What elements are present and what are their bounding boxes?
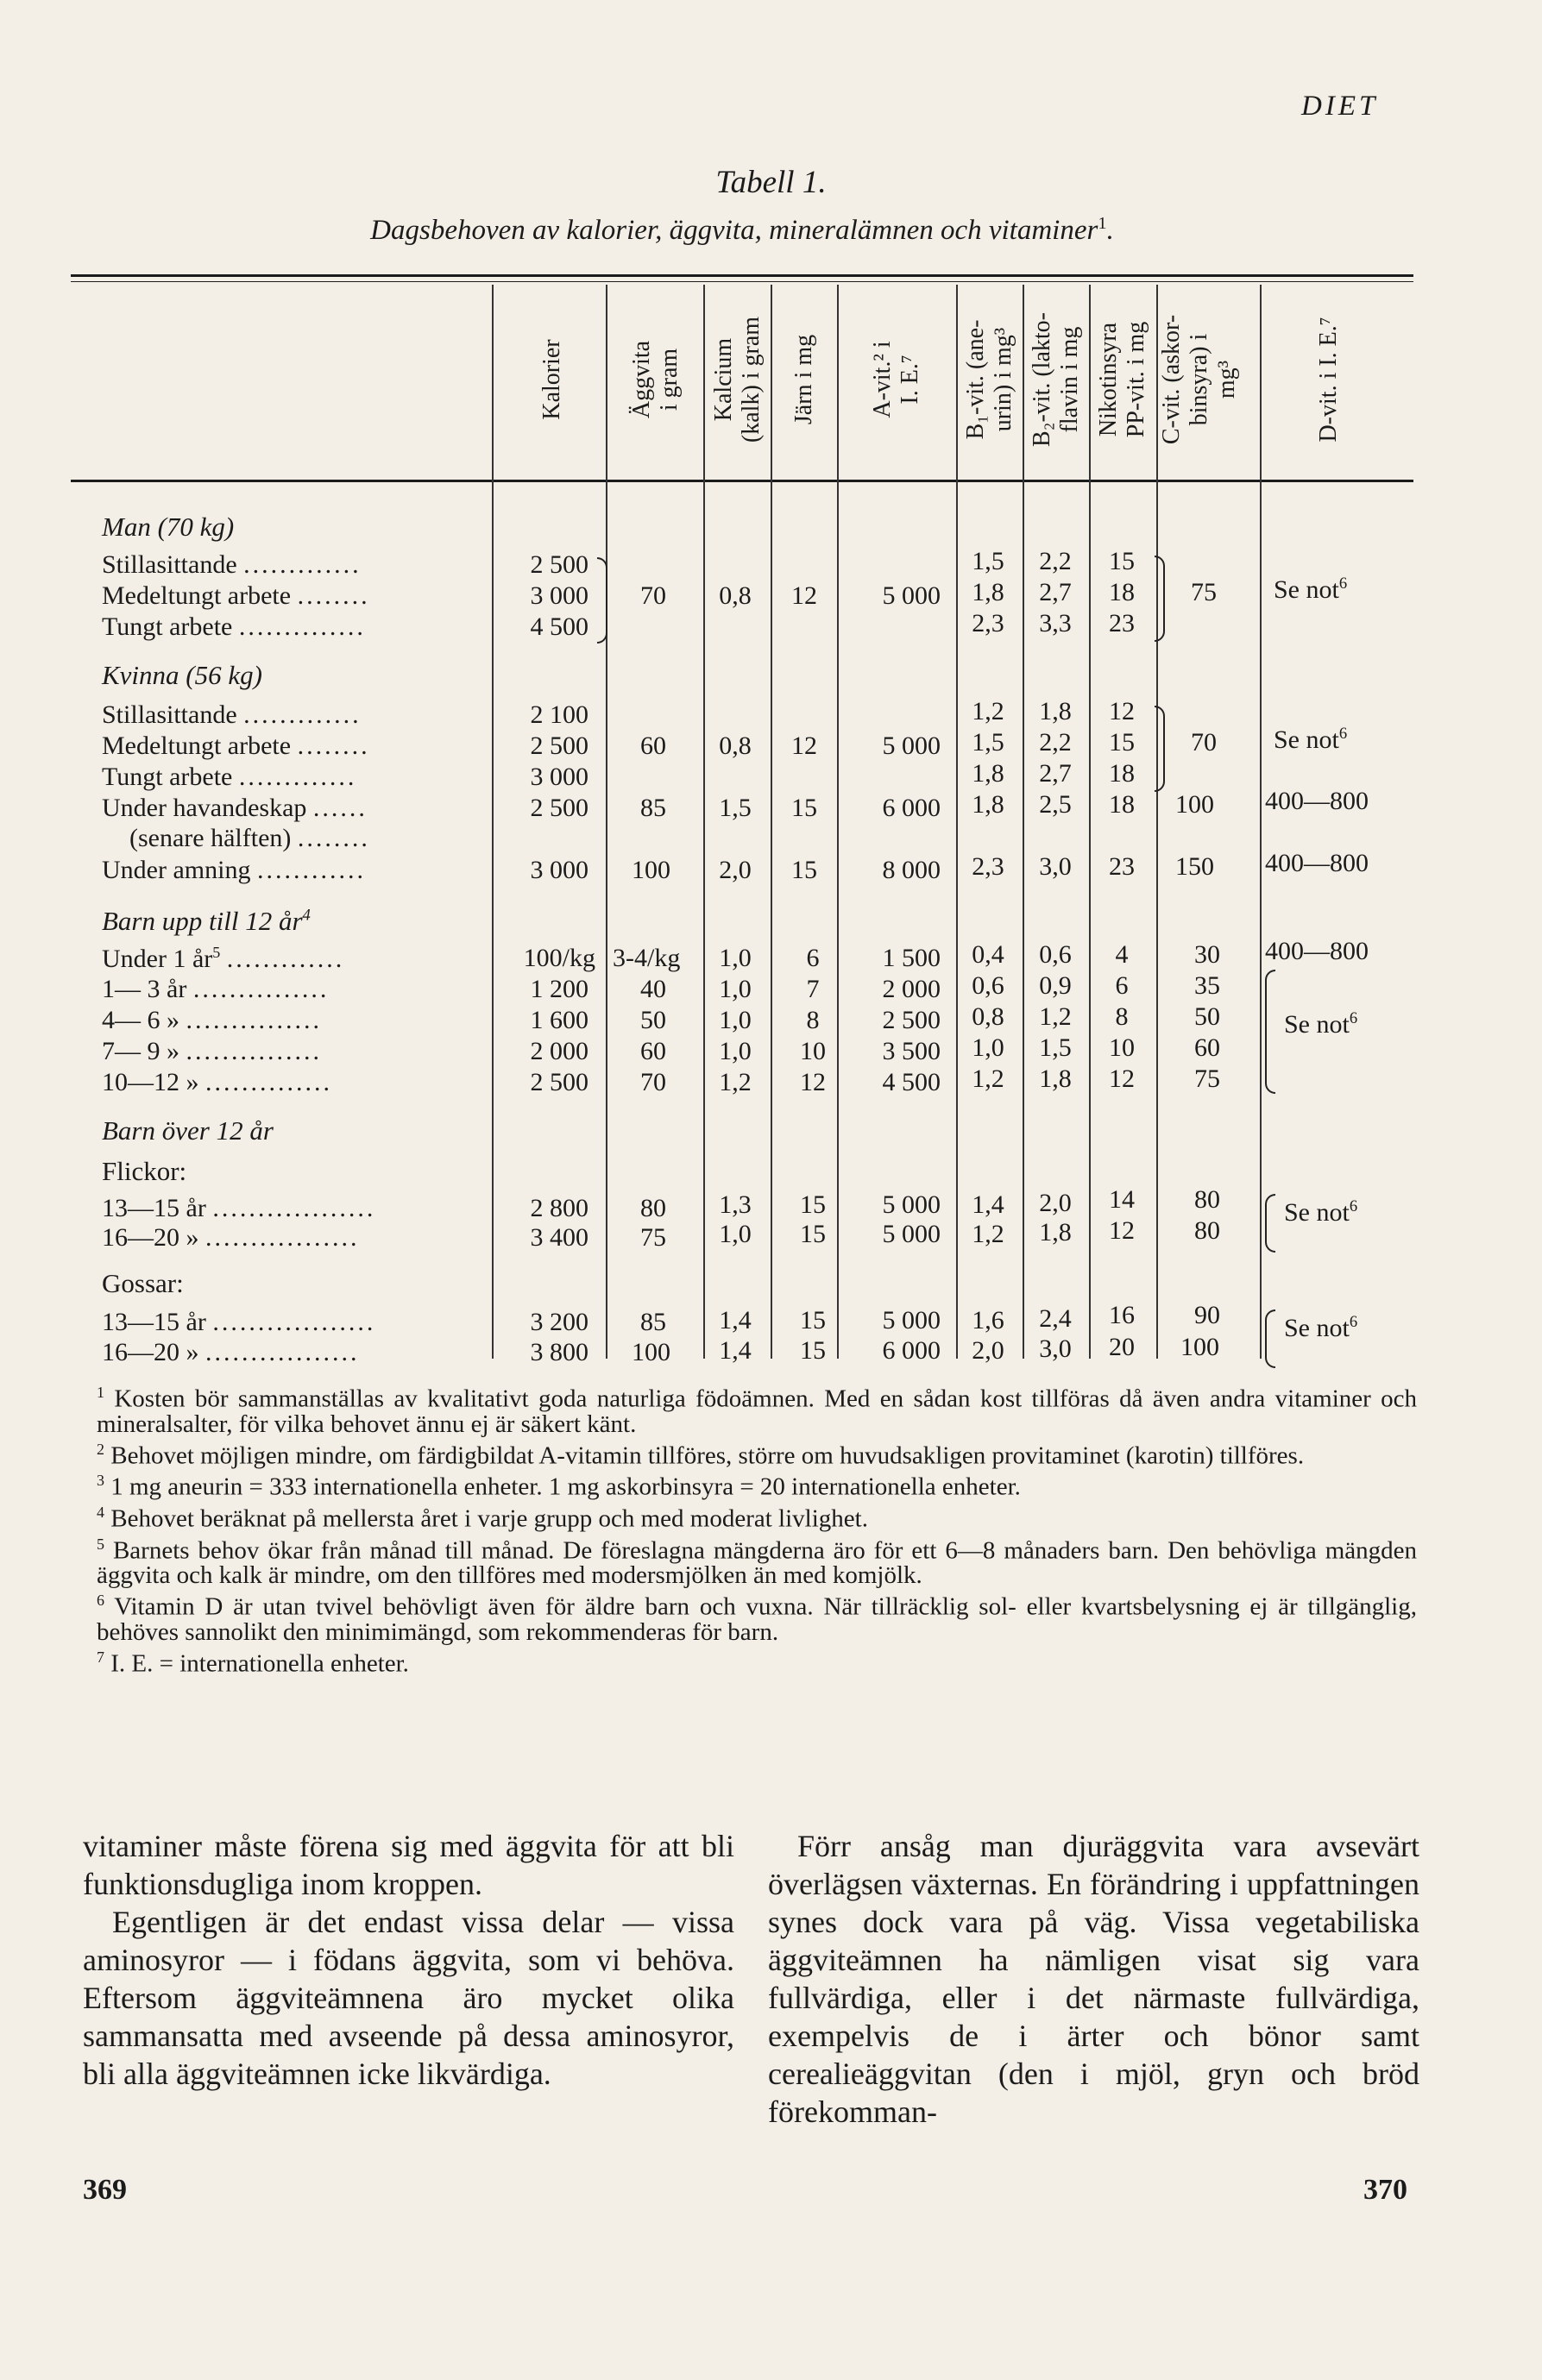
row-label (102, 763, 356, 792)
cell-avit: 6 000 (882, 794, 941, 822)
row-label (102, 944, 344, 974)
cell-jarn: 6 (806, 944, 820, 972)
cell-b1: 2,0 (972, 1336, 1004, 1365)
row-label-text: Tungt arbete (102, 612, 233, 641)
group-man: Man (70 kg) (102, 512, 235, 542)
row-label (102, 1006, 322, 1035)
row-label-text: Tungt arbete (102, 763, 233, 791)
cell-agg: 60 (640, 1037, 666, 1065)
cell-cvit: 100 (1175, 790, 1214, 819)
cell-b2: 2,2 (1039, 547, 1072, 575)
cell-nik: 20 (1109, 1333, 1135, 1361)
caption-footnote-ref: 1 (1098, 214, 1107, 233)
cell-jarn: 15 (800, 1220, 826, 1248)
table-caption (259, 214, 1225, 247)
cell-b2: 2,2 (1039, 728, 1072, 757)
leader-dots: ...... (312, 794, 368, 822)
footnote (97, 1437, 1417, 1469)
cell-nik: 10 (1109, 1033, 1135, 1062)
cell-b2: 2,7 (1039, 759, 1072, 788)
brace (1265, 1194, 1275, 1253)
cell-nik: 12 (1109, 1216, 1135, 1245)
dvit-note-ref: 6 (1349, 1197, 1358, 1215)
col-line (1089, 285, 1091, 1359)
leader-dots: ............. (238, 763, 357, 791)
footnote (97, 1468, 1417, 1500)
cell-cvit: 30 (1194, 940, 1220, 969)
cell-kal: 2 500 (530, 732, 588, 760)
cell-b2: 2,0 (1039, 1189, 1072, 1217)
group-kvinna: Kvinna (56 kg) (102, 660, 262, 690)
cell-kalc: 0,8 (719, 732, 752, 760)
col-line (1156, 285, 1158, 1359)
cell-jarn: 12 (791, 732, 817, 760)
leader-dots: .............. (205, 1068, 332, 1096)
cell-cvit: 100 (1180, 1333, 1219, 1361)
row-label-text: Stillasittande (102, 550, 237, 579)
cell-b2: 1,8 (1039, 697, 1072, 725)
cell-avit: 5 000 (882, 1220, 941, 1248)
brace (597, 557, 607, 644)
row-label (102, 794, 368, 823)
cell-kalc: 1,5 (719, 794, 752, 822)
cell-cvit: 70 (1191, 728, 1217, 757)
cell-b1: 1,2 (972, 697, 1004, 725)
cell-nik: 12 (1109, 1064, 1135, 1093)
header-d-vit: D-vit. i I. E.⁷ (1315, 317, 1342, 443)
cell-jarn: 12 (800, 1068, 826, 1096)
footnote (97, 1588, 1417, 1645)
cell-avit: 6 000 (882, 1336, 941, 1365)
cell-agg: 85 (640, 794, 666, 822)
footnote-number: 4 (97, 1503, 104, 1521)
row-label (129, 824, 370, 853)
row-label-text: Medeltungt arbete (102, 581, 292, 610)
body-column-right (768, 1827, 1419, 2131)
leader-dots: .............. (238, 612, 366, 641)
cell-dvit (1274, 725, 1347, 755)
footnote-number: 7 (97, 1648, 104, 1666)
leader-dots: ............... (192, 975, 330, 1003)
dvit-note-ref: 6 (1349, 1009, 1358, 1027)
row-label-text: 16—20 » (102, 1223, 199, 1252)
page-number-right: 370 (1363, 2174, 1407, 2206)
cell-kal: 2 100 (530, 700, 588, 729)
cell-agg: 3-4/kg (613, 944, 681, 972)
footnote-number: 6 (97, 1592, 104, 1610)
cell-kalc: 2,0 (719, 856, 752, 884)
cell-agg: 50 (640, 1006, 666, 1034)
header-nikotinsyra: Nikotinsyra PP-vit. i mg (1095, 321, 1149, 438)
cell-b1: 2,3 (972, 609, 1004, 637)
dvit-text: Se not (1284, 1314, 1350, 1342)
row-label (102, 975, 329, 1004)
cell-cvit: 75 (1191, 578, 1217, 606)
footnote-text: Vitamin D är utan tvivel behövligt även för äldre barn och vuxna. När tillräcklig sol- eller kvartsbelysning ej är tillgänglig, behöves sannolikt den minimimängd, som rekommenderas för barn. (97, 1592, 1417, 1646)
row-label (102, 1037, 322, 1066)
row-note-ref: 5 (212, 944, 221, 961)
row-label (102, 1068, 332, 1097)
cell-nik: 23 (1109, 852, 1135, 881)
cell-kalc: 1,0 (719, 1006, 752, 1034)
footnote-text: I. E. = internationella enheter. (110, 1649, 409, 1678)
cell-agg: 85 (640, 1308, 666, 1336)
header-c-vit: C-vit. (askor- binsyra) i mg³ (1158, 314, 1240, 445)
cell-dvit (1284, 1009, 1357, 1039)
cell-b2: 0,9 (1039, 971, 1072, 1000)
row-label-text: Medeltungt arbete (102, 732, 292, 760)
cell-b2: 3,3 (1039, 609, 1072, 637)
cell-dvit: 400—800 (1265, 937, 1369, 965)
cell-b1: 1,0 (972, 1033, 1004, 1062)
footnote-text: Kosten bör sammanställas av kvalitativt goda naturliga födoämnen. Med en sådan kost tillföras då även andra vitaminer och mineralsalter, för vilka behovet ännu ej är säkert känt. (97, 1385, 1418, 1438)
col-line (771, 285, 772, 1359)
cell-kal: 100/kg (523, 944, 595, 972)
header-jarn: Järn i mg (790, 334, 817, 425)
cell-jarn: 15 (800, 1336, 826, 1365)
cell-b1: 1,8 (972, 790, 1004, 819)
cell-agg: 70 (640, 581, 666, 610)
cell-b1: 1,5 (972, 547, 1004, 575)
cell-jarn: 10 (800, 1037, 826, 1065)
group-flickor: Flickor: (102, 1156, 187, 1186)
leader-dots: ............. (226, 945, 345, 973)
cell-dvit (1284, 1197, 1357, 1228)
cell-kal: 3 000 (530, 856, 588, 884)
leader-dots: ............. (243, 550, 362, 579)
cell-jarn: 15 (800, 1190, 826, 1219)
cell-b1: 1,4 (972, 1190, 1004, 1219)
cell-kalc: 1,3 (719, 1190, 752, 1219)
row-label-text: 10—12 » (102, 1068, 199, 1096)
cell-kalc: 1,0 (719, 1220, 752, 1248)
table-top-rule (71, 274, 1413, 277)
cell-b1: 2,3 (972, 852, 1004, 881)
row-label-text: 13—15 år (102, 1308, 206, 1336)
brace (1155, 556, 1165, 642)
table-top-rule-2 (71, 281, 1413, 282)
cell-kal: 2 500 (530, 1068, 588, 1096)
cell-kal: 2 500 (530, 550, 588, 579)
row-label-text: Stillasittande (102, 700, 237, 729)
header-b1-vit: B₁-vit. (ane- urin) i mg³ (962, 319, 1016, 440)
cell-b2: 1,5 (1039, 1033, 1072, 1062)
cell-avit: 5 000 (882, 732, 941, 760)
cell-kalc: 1,4 (719, 1306, 752, 1334)
cell-dvit: 400—800 (1265, 787, 1369, 815)
row-label (102, 1194, 375, 1223)
cell-nik: 16 (1109, 1301, 1135, 1329)
caption-text: Dagsbehoven av kalorier, äggvita, mineralämnen och vitaminer (370, 215, 1098, 246)
cell-jarn: 7 (806, 975, 820, 1003)
header-kalorier: Kalorier (538, 339, 565, 420)
cell-cvit: 50 (1194, 1002, 1220, 1031)
group-barn-text: Barn upp till 12 år (102, 906, 303, 936)
cell-b2: 3,0 (1039, 852, 1072, 881)
leader-dots: .................. (212, 1308, 376, 1336)
col-line (492, 285, 494, 1359)
leader-dots: ............... (186, 1006, 322, 1034)
row-label (102, 550, 362, 580)
col-line (1023, 285, 1024, 1359)
cell-b2: 3,0 (1039, 1334, 1072, 1363)
cell-nik: 18 (1109, 759, 1135, 788)
cell-jarn: 8 (806, 1006, 820, 1034)
dvit-text: Se not (1274, 725, 1339, 754)
cell-avit: 5 000 (882, 581, 941, 610)
cell-kalc: 0,8 (719, 581, 752, 610)
cell-kal: 2 000 (530, 1037, 588, 1065)
cell-agg: 100 (632, 1338, 670, 1366)
cell-nik: 18 (1109, 578, 1135, 606)
cell-kal: 2 500 (530, 794, 588, 822)
cell-kal: 1 600 (530, 1006, 588, 1034)
footnote-number: 2 (97, 1440, 104, 1458)
row-label-text: Under havandeskap (102, 794, 307, 822)
cell-b1: 1,2 (972, 1220, 1004, 1248)
row-label (102, 581, 370, 611)
cell-cvit: 35 (1194, 971, 1220, 1000)
leader-dots: ................. (205, 1223, 360, 1252)
cell-avit: 2 500 (882, 1006, 941, 1034)
cell-avit: 5 000 (882, 1190, 941, 1219)
cell-agg: 70 (640, 1068, 666, 1096)
leader-dots: ............ (256, 856, 366, 884)
cell-b2: 2,7 (1039, 578, 1072, 606)
cell-nik: 6 (1115, 971, 1129, 1000)
header-a-vit: A-vit.² i I. E.⁷ (869, 341, 923, 418)
cell-b2: 1,8 (1039, 1218, 1072, 1247)
footnote (97, 1532, 1417, 1589)
footnote (97, 1645, 1417, 1677)
row-label (102, 1223, 360, 1253)
cell-avit: 4 500 (882, 1068, 941, 1096)
body-column-left (83, 1827, 734, 2093)
cell-kal: 3 000 (530, 581, 588, 610)
cell-cvit: 60 (1194, 1033, 1220, 1062)
cell-agg: 40 (640, 975, 666, 1003)
cell-kalc: 1,4 (719, 1336, 752, 1365)
row-label-text: Under amning (102, 856, 251, 884)
brace (1265, 970, 1275, 1094)
footnote-text: Behovet beräknat på mellersta året i varje grupp och med moderat livlighet. (110, 1504, 868, 1533)
brace (1265, 1309, 1275, 1368)
group-barn (102, 906, 311, 937)
cell-b1: 0,6 (972, 971, 1004, 1000)
header-kalcium: Kalcium (kalk) i gram (710, 316, 765, 443)
page-number-left: 369 (83, 2174, 127, 2206)
row-label (102, 1338, 360, 1367)
row-label-text: 7— 9 » (102, 1037, 179, 1065)
cell-b1: 1,6 (972, 1306, 1004, 1334)
row-label-text: 13—15 år (102, 1194, 206, 1222)
cell-nik: 12 (1109, 697, 1135, 725)
cell-nik: 18 (1109, 790, 1135, 819)
dvit-text: Se not (1284, 1198, 1350, 1227)
cell-b1: 1,8 (972, 759, 1004, 788)
cell-jarn: 12 (791, 581, 817, 610)
cell-nik: 4 (1115, 940, 1129, 969)
row-label (102, 1308, 375, 1337)
row-label-text: 16—20 » (102, 1338, 199, 1366)
cell-avit: 8 000 (882, 856, 941, 884)
cell-dvit (1284, 1313, 1357, 1343)
footnote-number: 5 (97, 1535, 104, 1553)
row-label (102, 732, 370, 761)
footnote-text: Barnets behov ökar från månad till månad. De föreslagna mängderna äro för ett 6—8 månaders barn. Den behövliga mängden äggvita och kalk är mindre, om den tillföres med modersmjölken än med komjölk. (97, 1536, 1418, 1590)
cell-nik: 15 (1109, 728, 1135, 757)
row-label (102, 700, 362, 730)
col-line (606, 285, 607, 1359)
col-line (1260, 285, 1262, 1359)
leader-dots: ........ (297, 581, 370, 610)
footnote-text: 1 mg aneurin = 333 internationella enheter. 1 mg askorbinsyra = 20 internationella enheter. (110, 1473, 1021, 1501)
leader-dots: ............. (243, 700, 362, 729)
caption-period: . (1106, 215, 1114, 246)
cell-b2: 1,2 (1039, 1002, 1072, 1031)
leader-dots: ........ (297, 824, 370, 852)
cell-b2: 2,5 (1039, 790, 1072, 819)
cell-avit: 5 000 (882, 1306, 941, 1334)
cell-agg: 100 (632, 856, 670, 884)
footnotes (97, 1380, 1417, 1677)
cell-cvit: 80 (1194, 1216, 1220, 1245)
row-label-text: Under 1 år (102, 945, 213, 973)
leader-dots: ........ (297, 732, 370, 760)
cell-kalc: 1,0 (719, 1037, 752, 1065)
footnote-number: 3 (97, 1472, 104, 1490)
cell-kal: 3 000 (530, 763, 588, 791)
leader-dots: ................. (205, 1338, 360, 1366)
paragraph: vitaminer måste förena sig med äggvita för att bli funktionsdugliga inom kroppen. (83, 1829, 734, 1901)
cell-avit: 1 500 (882, 944, 941, 972)
header-aggvita: Äggvita i gram (628, 340, 683, 419)
table-title: Tabell 1. (715, 165, 827, 200)
dvit-note-ref: 6 (1349, 1313, 1358, 1331)
footnote-number: 1 (97, 1384, 104, 1401)
cell-kal: 2 800 (530, 1194, 588, 1222)
footnote (97, 1380, 1417, 1437)
cell-kal: 3 400 (530, 1223, 588, 1252)
cell-avit: 2 000 (882, 975, 941, 1003)
cell-nik: 15 (1109, 547, 1135, 575)
cell-jarn: 15 (791, 856, 817, 884)
cell-dvit: 400—800 (1265, 849, 1369, 877)
cell-cvit: 75 (1194, 1064, 1220, 1093)
cell-kalc: 1,2 (719, 1068, 752, 1096)
col-line (703, 285, 705, 1359)
cell-b1: 0,8 (972, 1002, 1004, 1031)
row-label (102, 612, 366, 642)
row-label (102, 856, 366, 885)
cell-kal: 3 200 (530, 1308, 588, 1336)
cell-kalc: 1,0 (719, 975, 752, 1003)
dvit-note-ref: 6 (1338, 725, 1348, 743)
paragraph: Förr ansåg man djuräggvita vara avsevärt överlägsen växternas. En förändring i uppfattningen synes dock vara på väg. Vissa vegetabiliska äggviteämnen ha nämligen visat sig vara fullvärdiga, eller i det närmaste fullvärdiga, exempelvis de i ärter och bönor samt cerealieäggvitan (den i mjöl, gryn och bröd förekomman- (768, 1829, 1419, 2129)
cell-cvit: 80 (1194, 1185, 1220, 1214)
col-line (956, 285, 958, 1359)
cell-avit: 3 500 (882, 1037, 941, 1065)
paragraph: Egentligen är det endast vissa delar — vissa aminosyror — i födans äggvita, som vi behöva. Eftersom äggviteämnena äro mycket olika sammansatta med avseende på dessa aminosyror, bli alla äggviteämnen icke likvärdiga. (83, 1905, 734, 2091)
table-header-rule (71, 480, 1413, 482)
cell-b2: 2,4 (1039, 1304, 1072, 1333)
brace (1155, 706, 1165, 792)
cell-dvit (1274, 575, 1347, 605)
cell-nik: 8 (1115, 1002, 1129, 1031)
group-barn-over: Barn över 12 år (102, 1115, 274, 1146)
cell-b2: 0,6 (1039, 940, 1072, 969)
cell-agg: 75 (640, 1223, 666, 1252)
cell-b1: 0,4 (972, 940, 1004, 969)
row-label-text: 1— 3 år (102, 975, 187, 1003)
row-label-text: (senare hälften) (129, 824, 292, 852)
cell-b1: 1,8 (972, 578, 1004, 606)
cell-agg: 60 (640, 732, 666, 760)
dvit-text: Se not (1284, 1010, 1350, 1039)
cell-kal: 4 500 (530, 612, 588, 641)
leader-dots: ............... (186, 1037, 322, 1065)
cell-jarn: 15 (791, 794, 817, 822)
leader-dots: .................. (212, 1194, 376, 1222)
header-b2-vit: B₂-vit. (lakto- flavin i mg (1029, 312, 1083, 447)
group-barn-note-ref: 4 (302, 906, 311, 925)
footnote-text: Behovet möjligen mindre, om färdigbildat A-vitamin tillföres, större om huvudsakligen provitaminet (karotin) tillföres. (110, 1441, 1305, 1470)
cell-cvit: 150 (1175, 852, 1214, 881)
cell-nik: 23 (1109, 609, 1135, 637)
cell-cvit: 90 (1194, 1301, 1220, 1329)
cell-b1: 1,2 (972, 1064, 1004, 1093)
cell-kal: 1 200 (530, 975, 588, 1003)
row-label-text: 4— 6 » (102, 1006, 179, 1034)
cell-b1: 1,5 (972, 728, 1004, 757)
col-line (837, 285, 839, 1359)
group-gossar: Gossar: (102, 1268, 184, 1298)
cell-jarn: 15 (800, 1306, 826, 1334)
cell-b2: 1,8 (1039, 1064, 1072, 1093)
cell-agg: 80 (640, 1194, 666, 1222)
dvit-text: Se not (1274, 575, 1339, 604)
cell-kalc: 1,0 (719, 944, 752, 972)
cell-kal: 3 800 (530, 1338, 588, 1366)
footnote (97, 1500, 1417, 1532)
dvit-note-ref: 6 (1338, 575, 1348, 593)
cell-nik: 14 (1109, 1185, 1135, 1214)
running-head: DIET (1301, 91, 1379, 122)
